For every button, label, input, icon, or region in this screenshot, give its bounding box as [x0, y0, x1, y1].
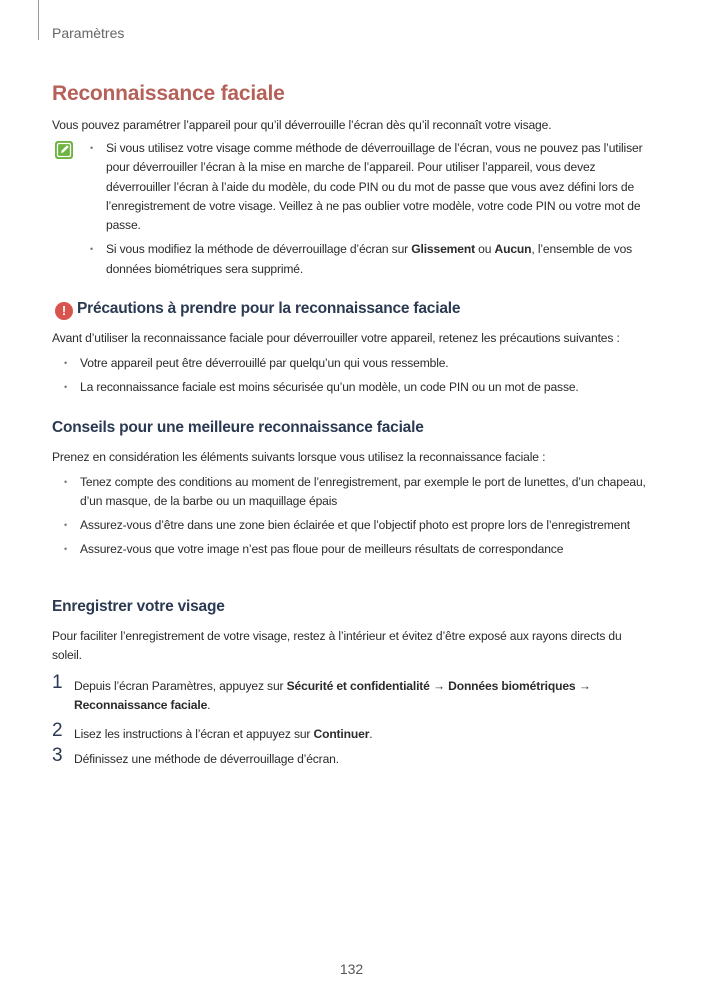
tips-intro: Prenez en considération les éléments suivants lorsque vous utilisez la reconnaissance faciale : — [52, 450, 546, 464]
step-2 — [52, 720, 652, 744]
caution-icon: ! — [55, 302, 73, 320]
page-title: Reconnaissance faciale — [52, 82, 285, 105]
note-item: • Si vous modifiez la méthode de déverrouillage d’écran sur Glissement ou Aucun, l’ensemble de vos données biométriques sera supprimé. — [90, 240, 652, 279]
page-number: 132 — [339, 961, 364, 977]
caution-heading: Précautions à prendre pour la reconnaissance faciale — [77, 300, 461, 317]
step-1 — [52, 672, 652, 715]
list-item: • Assurez-vous d’être dans une zone bien éclairée et que l’objectif photo est propre lors de l’enregistrement — [64, 516, 654, 535]
step-number: 3 — [52, 745, 63, 766]
caution-intro: Avant d’utiliser la reconnaissance faciale pour déverrouiller votre appareil, retenez les précautions suivantes : — [52, 331, 620, 345]
intro-paragraph: Vous pouvez paramétrer l’appareil pour qu’il déverrouille l’écran dès qu’il reconnaît votre visage. — [52, 118, 552, 132]
step-number: 2 — [52, 720, 63, 741]
step-text: Depuis l’écran Paramètres, appuyez sur Sécurité et confidentialité → Données biométriques → Reconnaissance faciale. — [74, 679, 591, 712]
step-3 — [52, 745, 652, 769]
note-item: • Si vous utilisez votre visage comme méthode de déverrouillage de l’écran, vous ne pouvez pas l’utiliser pour déverrouiller l’écran à la mise en marche de l’appareil. Pour utiliser l’appareil, vous devez déverrouiller l’écran à l’aide du modèle, du code PIN ou du mot de passe que vous avez défini lors de l’enregistrement de votre visage. Veillez à ne pas oublier votre modèle, votre code PIN ou votre mot de passe. — [90, 139, 652, 235]
step-text: Lisez les instructions à l’écran et appuyez sur Continuer. — [74, 727, 373, 741]
note-list — [90, 139, 652, 284]
tips-list — [64, 473, 654, 564]
list-item: • La reconnaissance faciale est moins sécurisée qu’un modèle, un code PIN ou un mot de passe. — [64, 378, 654, 397]
list-item: • Tenez compte des conditions au moment de l’enregistrement, par exemple le port de lunettes, d’un chapeau, d’un masque, de la barbe ou un maquillage épais — [64, 473, 654, 511]
running-header: Paramètres — [52, 25, 125, 41]
register-heading: Enregistrer votre visage — [52, 598, 225, 615]
note-pencil-icon — [55, 141, 73, 159]
register-intro: Pour faciliter l’enregistrement de votre visage, restez à l’intérieur et évitez d’être exposé aux rayons directs du soleil. — [52, 629, 622, 662]
list-item: • Assurez-vous que votre image n’est pas floue pour de meilleurs résultats de correspondance — [64, 540, 654, 559]
tips-heading: Conseils pour une meilleure reconnaissance faciale — [52, 419, 424, 436]
caution-list — [64, 354, 654, 402]
header-divider — [38, 0, 39, 40]
step-text: Définissez une méthode de déverrouillage d’écran. — [74, 752, 339, 766]
list-item: • Votre appareil peut être déverrouillé par quelqu’un qui vous ressemble. — [64, 354, 654, 373]
step-number: 1 — [52, 672, 63, 693]
